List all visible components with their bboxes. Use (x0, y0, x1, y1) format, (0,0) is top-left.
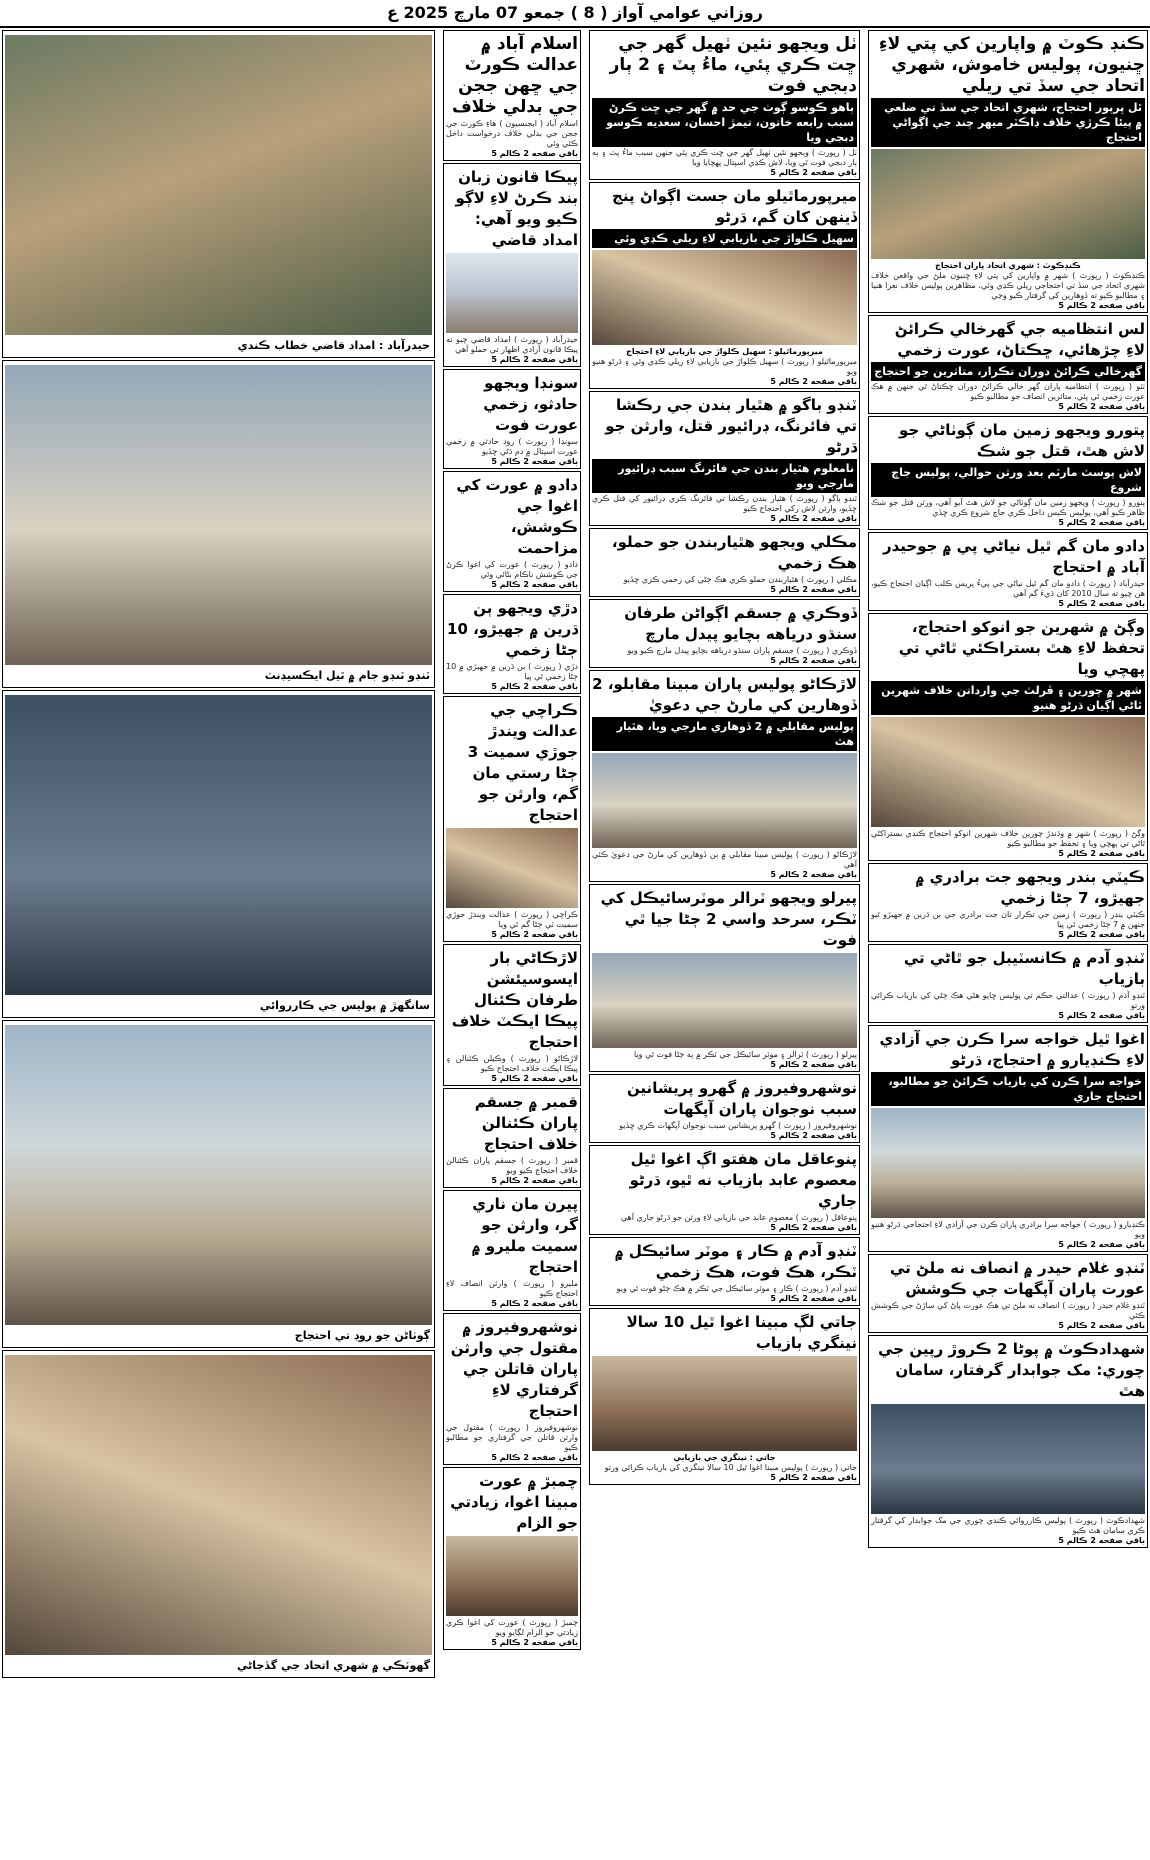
continued-note: باقي صفحه 2 ڪالم 5 (1058, 301, 1145, 310)
story-headline[interactable]: لاڙڪاڻو پوليس پاران مبينا مقابلو، 2 ڏوهارين کي مارڻ جي دعويٰ (592, 675, 857, 714)
side-photo-box (2, 360, 435, 688)
photo-caption: ڪنڊڪوٽ : شهري اتحاد پاران احتجاج (935, 261, 1081, 270)
story-photo[interactable] (592, 250, 857, 345)
story-body: پتورو ( رپورٽ ) ويجهو زمين مان ڳوٺاڻي جو لاش هٿ آيو آهي، ورثن قتل جو شڪ ظاهر ڪيو آهي، پوليس ڪيس داخل ڪري جاچ شروع ڪري ڇڏي (871, 498, 1145, 517)
news-story (589, 1237, 860, 1306)
story-body: دڙي ( رپورٽ ) ٻن ڌرين ۾ جهيڙي ۾ 10 ڄڻا زخمي ٿي پيا (446, 662, 578, 681)
story-headline[interactable]: لاڙڪاڻي بار ايسوسيئشن طرفان ڪئنال پيڪا ايڪٽ خلاف احتجاج (451, 949, 578, 1051)
story-headline[interactable]: مڪلي ويجهو هٿياربندن جو حملو، هڪ زخمي (611, 533, 857, 572)
continued-note: باقي صفحه 2 ڪالم 5 (770, 1223, 857, 1232)
story-headline[interactable]: اسلام آباد ۾ عدالت ڪورٽ جي ڇهن ججن جي بدلي خلاف (452, 34, 578, 117)
story-headline[interactable]: پنوعاقل مان هفتو اڳ اغوا ٿيل معصوم عابد بازياب نه ٿيو، ڌرڻو جاري (629, 1150, 857, 1210)
story-headline[interactable]: پيرن مان ناري گر، وارثن جو سميت مليرو ۾ احتجاج (471, 1195, 578, 1276)
continued-note: باقي صفحه 2 ڪالم 5 (1058, 849, 1145, 858)
news-story (443, 944, 581, 1086)
column-1 (866, 28, 1150, 1860)
column-3 (441, 28, 583, 1860)
news-story (443, 1467, 581, 1650)
side-photo[interactable] (5, 1025, 432, 1325)
story-body: ڪنڊڪوٽ ( رپورٽ ) شهر ۾ واپارين کي پتي لاءِ ڇنيون ملڻ جي واقعن خلاف شهري اتحاد جي سڏ تي احتجاجي ريلي ڪڍي وئي، مظاهرين پوليس خلاف نعرا هنيا ۽ مطالبو ڪيو ته ڏوهارين کي گرفتار ڪيو وڃي (871, 271, 1145, 300)
continued-note: باقي صفحه 2 ڪالم 5 (491, 580, 578, 589)
story-body: ٽنڊو آدم ( رپورٽ ) ڪار ۽ موٽر سائيڪل جي ٽڪر ۾ هڪ ڄڻو فوت ٿي ويو (616, 1284, 857, 1293)
story-headline[interactable]: پيرلو ويجهو ٽرالر موٽرسائيڪل کي ٽڪر، سرحد واسي 2 ڄڻا جيا ٿي فوت (600, 889, 857, 949)
side-caption: ڳوٺاڻن جو روڊ تي احتجاج (294, 1329, 430, 1342)
story-body: جاتي ( رپورٽ ) پوليس مبينا اغوا ٿيل 10 سالا نينگري کي بازياب ڪرائي ورتو (604, 1463, 857, 1472)
news-story (589, 599, 860, 668)
story-photo[interactable] (871, 717, 1145, 827)
story-headline[interactable]: ڪراچي جي عدالت ويندڙ جوڙي سميت 3 ڄڻا رستي مان گم، وارثن جو احتجاج (467, 701, 578, 824)
continued-note: باقي صفحه 2 ڪالم 5 (491, 457, 578, 466)
news-story (443, 1313, 581, 1465)
story-headline[interactable]: نوشهروفيروز ۾ مقتول جي وارثن پاران قاتلن جي گرفتاري لاءِ احتجاج (450, 1318, 578, 1420)
side-caption: ٽنڊو ٽنڊو جام ۾ ٿيل ايڪسيڊنٽ (264, 669, 430, 682)
news-story (443, 471, 581, 592)
story-body: سونڊا ( رپورٽ ) روڊ حادثي ۾ زخمي عورت اسپتال ۾ دم ڌڻي ڇڏيو (446, 437, 578, 456)
side-caption: حيدرآباد : امداد قاضي خطاب ڪندي (237, 339, 430, 352)
story-headline[interactable]: پتورو ويجهو زمين مان ڳوٺاڻي جو لاش هٿ، قتل جو شڪ (899, 421, 1145, 460)
story-subheadline: شهر ۾ چورين ۽ ڦرلٽ جي وارداتن خلاف شهرين ٿاڻي اڳيان ڌرڻو هنيو (871, 681, 1145, 715)
story-headline[interactable]: سونڊا ويجهو حادثو، زخمي عورت فوت (483, 374, 578, 434)
side-photo[interactable] (5, 35, 432, 335)
story-photo[interactable] (871, 149, 1145, 259)
news-story (443, 30, 581, 161)
news-story (868, 613, 1148, 861)
continued-note: باقي صفحه 2 ڪالم 5 (1058, 930, 1145, 939)
continued-note: باقي صفحه 2 ڪالم 5 (1058, 1536, 1145, 1545)
story-subheadline: گهرخالي ڪرائڻ دوران تڪرار، متاثرين جو احتجاج (871, 362, 1145, 381)
story-body: اسلام آباد ( ايجنسيون ) هاءِ ڪورٽ جي ججن جي بدلي خلاف درخواست داخل ڪئي وئي (446, 119, 578, 148)
story-body: وڳڻ ( رپورٽ ) شهر ۾ وڌندڙ چورين خلاف شهرين انوکو احتجاج ڪندي بستراکڻي ٿاڻي تي پهچي ويا ۽ تحفظ جو مطالبو ڪيو (871, 829, 1145, 848)
side-photo-box (2, 1350, 435, 1678)
continued-note: باقي صفحه 2 ڪالم 5 (491, 149, 578, 158)
side-photo[interactable] (5, 1355, 432, 1655)
story-headline[interactable]: ٽنڊو آدم ۾ ڪانسٽيبل جو ٿاڻي تي بازياب (903, 949, 1145, 988)
side-caption: گهوٽڪي ۾ شهري اتحاد جي گڏجاڻي (237, 1659, 430, 1672)
continued-note: باقي صفحه 2 ڪالم 5 (770, 1473, 857, 1482)
story-body: پنوعاقل ( رپورٽ ) معصوم عابد جي بازيابي لاءِ ورثن جو ڌرڻو جاري آهي (620, 1213, 857, 1222)
masthead: روزاني عوامي آواز ( 8 ) جمعو 07 مارچ 2025 ع (0, 0, 1150, 28)
continued-note: باقي صفحه 2 ڪالم 5 (770, 377, 857, 386)
story-subheadline: ٿل ڀرپور احتجاج، شهري اتحاد جي سڏ تي ضلعي ۾ پيئا ڪرڙي خلاف ڊاڪٽر ميهر چند جي اڳواڻي احتجاج (871, 98, 1145, 147)
story-body: حيدرآباد ( رپورٽ ) دادو مان گم ٿيل نياڻي جي پيءُ پريس ڪلب اڳيان احتجاج ڪيو، هن چيو ته سال 2010 کان ڌيءَ گم آهي (871, 579, 1145, 598)
continued-note: باقي صفحه 2 ڪالم 5 (770, 870, 857, 879)
continued-note: باقي صفحه 2 ڪالم 5 (491, 682, 578, 691)
story-headline[interactable]: ٽنڊو آدم ۾ ڪار ۽ موٽر سائيڪل ۾ ٽڪر، هڪ فوت، هڪ زخمي (614, 1242, 857, 1281)
news-story (589, 30, 860, 180)
story-headline[interactable]: ڏوڪري ۾ جسقم اڳواڻن طرفان سنڌو درياهه بچايو پيدل مارچ (624, 604, 857, 643)
story-body: لاڙڪاڻو ( رپورٽ ) پوليس مبينا مقابلي ۾ ٻن ڏوهارين کي مارڻ جي دعويٰ ڪئي آهي (592, 850, 857, 869)
continued-note: باقي صفحه 2 ڪالم 5 (1058, 402, 1145, 411)
story-body: ٺل ( رپورٽ ) ويجهو نئين ٺهيل گهر جي ڇت ڪري پئي جنهن سبب ماءُ پٽ ۽ ٻه ٻار دبجي فوت ٿي ويا، لاش ڪڍي اسپتال پهچايا ويا (592, 148, 857, 167)
side-photo[interactable] (5, 695, 432, 995)
photo-caption: ميرپورماٿيلو : سهيل ڪلواڙ جي بازيابي لاءِ احتجاج (626, 347, 823, 356)
news-story (443, 1190, 581, 1311)
continued-note: باقي صفحه 2 ڪالم 5 (491, 1074, 578, 1083)
continued-note: باقي صفحه 2 ڪالم 5 (491, 930, 578, 939)
story-body: مليرو ( رپورٽ ) وارثن انصاف لاءِ احتجاج ڪيو (446, 1279, 578, 1298)
story-headline[interactable]: ٺل ويجهو نئين ٺهيل گهر جي ڇت ڪري پئي، ماءُ پٽ ۽ 2 ٻار دبجي فوت (609, 34, 857, 96)
story-photo[interactable] (592, 1356, 857, 1451)
story-body: چمبڙ ( رپورٽ ) عورت کي اغوا ڪري زيادتي جو الزام لڳايو ويو (446, 1618, 578, 1637)
news-story (589, 884, 860, 1072)
side-caption: سانگهڙ ۾ پوليس جي ڪارروائي (259, 999, 430, 1012)
story-photo[interactable] (871, 1404, 1145, 1514)
news-story (868, 416, 1148, 530)
side-photo[interactable] (5, 365, 432, 665)
side-photo-box (2, 30, 435, 358)
story-body: قمبر ( رپورٽ ) جسقم پاران ڪئنالن خلاف احتجاج ڪيو ويو (446, 1156, 578, 1175)
story-subheadline: سهيل ڪلواڙ جي بازيابي لاءِ ريلي ڪڍي وئي (592, 229, 857, 248)
continued-note: باقي صفحه 2 ڪالم 5 (1058, 599, 1145, 608)
story-body: نوشهروفيروز ( رپورٽ ) مقتول جي وارثن قاتلن جي گرفتاري جو مطالبو ڪيو (446, 1423, 578, 1452)
news-story (443, 163, 581, 367)
news-story (868, 1025, 1148, 1252)
news-story (589, 182, 860, 389)
story-headline[interactable]: دادو ۾ عورت کي اغوا جي ڪوشش، مزاحمت (456, 476, 578, 557)
continued-note: باقي صفحه 2 ڪالم 5 (770, 1294, 857, 1303)
story-body: پيرلو ( رپورٽ ) ٽرالر ۽ موٽر سائيڪل جي ٽڪر ۾ ٻه ڄڻا فوت ٿي ويا (634, 1050, 857, 1059)
news-story (868, 30, 1148, 313)
story-headline[interactable]: چمبڙ ۾ عورت مبينا اغوا، زيادتي جو الزام (450, 1472, 578, 1532)
story-headline[interactable]: پيڪا قانون زبان بند ڪرڻ لاءِ لاڳو ڪيو ويو آهي: امداد قاضي (455, 168, 578, 249)
continued-note: باقي صفحه 2 ڪالم 5 (770, 168, 857, 177)
side-photo-box (2, 1020, 435, 1348)
continued-note: باقي صفحه 2 ڪالم 5 (770, 1131, 857, 1140)
story-body: ٺٽو ( رپورٽ ) انتظاميه پاران گهر خالي ڪرائڻ دوران ڇڪتاڻ ٿي جنهن ۾ هڪ عورت زخمي ٿي پئي، متاثرين انصاف جو مطالبو ڪيو (871, 382, 1145, 401)
continued-note: باقي صفحه 2 ڪالم 5 (491, 1299, 578, 1308)
news-story (443, 696, 581, 942)
continued-note: باقي صفحه 2 ڪالم 5 (1058, 1240, 1145, 1249)
news-story (868, 944, 1148, 1023)
continued-note: باقي صفحه 2 ڪالم 5 (491, 1176, 578, 1185)
story-photo[interactable] (446, 828, 578, 908)
story-photo[interactable] (446, 253, 578, 333)
story-body: ٽنڊو غلام حيدر ( رپورٽ ) انصاف نه ملڻ تي هڪ عورت پاڻ کي ساڙڻ جي ڪوشش ڪئي (871, 1301, 1145, 1320)
news-story (589, 1145, 860, 1235)
news-story (868, 1254, 1148, 1333)
news-story (868, 1335, 1148, 1548)
continued-note: باقي صفحه 2 ڪالم 5 (1058, 1011, 1145, 1020)
story-headline[interactable]: ڪنڊ ڪوٽ ۾ واپارين کي پتي لاءِ ڇنيون، پوليس خاموش، شهري اتحاد جي سڏ تي ريلي (878, 34, 1145, 96)
story-headline[interactable]: ٽنڊو غلام حيدر ۾ انصاف نه ملڻ تي عورت پاران آپگهات جي ڪوشش (889, 1259, 1145, 1298)
story-headline[interactable]: ميرپورماٿيلو مان جست اڳواڻ پنج ڏينهن کان گم، ڌرڻو (612, 187, 857, 226)
story-photo[interactable] (592, 953, 857, 1048)
side-photo-box (2, 690, 435, 1018)
story-headline[interactable]: قمبر ۾ جسقم پاران ڪئنالن خلاف احتجاج (474, 1093, 578, 1153)
story-body: ڪيٽي بندر ( رپورٽ ) زمين جي تڪرار تان جت برادري جي ٻن ڌرين ۾ جهيڙو ٿيو جنهن ۾ 7 ڄڻا زخمي ٿي پيا (871, 910, 1145, 929)
story-headline[interactable]: اغوا ٿيل خواجه سرا ڪرن جي آزادي لاءِ ڪنڊيارو ۾ احتجاج، ڌرڻو (879, 1030, 1145, 1069)
story-headline[interactable]: دادو مان گم ٿيل نياڻي پي ۾ جوحيدر آباد ۾ احتجاج (882, 537, 1145, 576)
continued-note: باقي صفحه 2 ڪالم 5 (1058, 518, 1145, 527)
story-body: ٽنڊو باگو ( رپورٽ ) هٿيار بندن رڪشا تي فائرنگ ڪري ڊرائيور کي قتل ڪري ڇڏيو، وارثن لاش رکي احتجاج ڪيو (592, 494, 857, 513)
continued-note: باقي صفحه 2 ڪالم 5 (770, 1060, 857, 1069)
story-subheadline: نامعلوم هٿيار بندن جي فائرنگ سبب ڊرائيور مارجي ويو (592, 459, 857, 493)
story-headline[interactable]: لس انتظاميه جي گهرخالي ڪرائڻ لاءِ چڙهائي، ڇڪتاڻ، عورت زخمي (894, 320, 1145, 359)
continued-note: باقي صفحه 2 ڪالم 5 (770, 514, 857, 523)
story-body: دادو ( رپورٽ ) عورت کي اغوا ڪرڻ جي ڪوشش ناڪام بڻائي وئي (446, 560, 578, 579)
story-subheadline: لاش پوسٽ مارٽم بعد ورثن حوالي، پوليس جاچ شروع (871, 463, 1145, 497)
story-body: ميرپورماٿيلو ( رپورٽ ) سهيل ڪلواڙ جي بازيابي لاءِ ريلي ڪڍي وئي ۽ ڌرڻو هنيو ويو (592, 357, 857, 376)
continued-note: باقي صفحه 2 ڪالم 5 (770, 656, 857, 665)
news-story (589, 528, 860, 597)
story-subheadline: خواجه سرا ڪرن کي بازياب ڪرائڻ جو مطالبو، احتجاج جاري (871, 1072, 1145, 1106)
news-story (443, 369, 581, 469)
continued-note: باقي صفحه 2 ڪالم 5 (491, 1638, 578, 1647)
story-body: ڪراچي ( رپورٽ ) عدالت ويندڙ جوڙي سميت ٽي ڄڻا گم ٿي ويا (446, 910, 578, 929)
story-photo[interactable] (592, 753, 857, 848)
story-headline[interactable]: ٽنڊو باگو ۾ هٿيار بندن جي رڪشا تي فائرنگ، ڊرائيور قتل، وارثن جو ڌرڻو (605, 396, 857, 456)
news-story (589, 1308, 860, 1485)
column-4 (0, 28, 437, 1860)
story-body: ٽنڊو آدم ( رپورٽ ) عدالتي حڪم تي پوليس ڇاپو هڻي هڪ ڄڻي کي بازياب ڪرائي ورتو (871, 991, 1145, 1010)
news-story (589, 391, 860, 526)
story-body: مڪلي ( رپورٽ ) هٿياربندن حملو ڪري هڪ ڄڻي کي زخمي ڪري ڇڏيو (623, 575, 857, 584)
story-body: نوشهروفيروز ( رپورٽ ) گهرو پريشانين سبب نوجوان آپگهات ڪري ڇڏيو (619, 1121, 857, 1130)
continued-note: باقي صفحه 2 ڪالم 5 (770, 585, 857, 594)
story-photo[interactable] (871, 1108, 1145, 1218)
story-headline[interactable]: نوشهروفيروز ۾ گهرو پريشانين سبب نوجوان پاران آپگهات (626, 1079, 857, 1118)
story-subheadline: پوليس مقابلي ۾ 2 ڏوهاري مارجي ويا، هٿيار هٿ (592, 717, 857, 751)
story-body: حيدرآباد ( رپورٽ ) امداد قاضي چيو ته پيڪا قانون آزادي اظهار تي حملو آهي (446, 335, 578, 354)
story-body: ڪنڊيارو ( رپورٽ ) خواجه سرا برادري پاران ڪرن جي آزادي لاءِ احتجاجي ڌرڻو هنيو ويو (871, 1220, 1145, 1239)
story-body: ڏوڪري ( رپورٽ ) جسقم پاران سنڌو درياهه بچايو پيدل مارچ ڪيو ويو (627, 646, 857, 655)
news-story (868, 532, 1148, 611)
story-headline[interactable]: دڙي ويجهو ٻن ڌرين ۾ جهيڙو، 10 ڄڻا زخمي (447, 599, 578, 659)
story-body: لاڙڪاڻو ( رپورٽ ) وڪيلن ڪئنالن ۽ پيڪا ايڪٽ خلاف احتجاج ڪيو (446, 1054, 578, 1073)
column-2 (587, 28, 862, 1860)
story-headline[interactable]: وڳڻ ۾ شهرين جو انوکو احتجاج، تحفظ لاءِ هٿ بستراڪئي ٿاڻي تي پهچي ويا (898, 618, 1145, 678)
story-headline[interactable]: جاتي لڳ مبينا اغوا ٿيل 10 سالا نينگري بازياب (626, 1313, 857, 1352)
news-story (589, 670, 860, 882)
news-story (443, 594, 581, 694)
story-body: شهدادڪوٽ ( رپورٽ ) پوليس ڪارروائي ڪندي چوري جي مک جوابدار کي گرفتار ڪري سامان هٿ ڪيو (871, 1516, 1145, 1535)
news-story (868, 315, 1148, 414)
story-headline[interactable]: شهدادڪوٽ ۾ پوڻا 2 ڪروڙ رپين جي چوري: مک جوابدار گرفتار، سامان هٿ (878, 1340, 1145, 1400)
news-story (868, 863, 1148, 942)
continued-note: باقي صفحه 2 ڪالم 5 (1058, 1321, 1145, 1330)
news-story (589, 1074, 860, 1143)
continued-note: باقي صفحه 2 ڪالم 5 (491, 355, 578, 364)
photo-caption: جاتي : نينگري جي بازيابي (673, 1453, 776, 1462)
story-subheadline: ٻاهو ڪوسو ڳوٺ جي حد ۾ گهر جي ڇت ڪرڻ سبب رابعه خاتون، تيمڙ احسان، سعديه ڪوسو دبجي ويا (592, 98, 857, 147)
news-story (443, 1088, 581, 1188)
continued-note: باقي صفحه 2 ڪالم 5 (491, 1453, 578, 1462)
story-photo[interactable] (446, 1536, 578, 1616)
story-headline[interactable]: ڪيٽي بندر ويجهو جت برادري ۾ جهيڙو، 7 ڄڻا زخمي (915, 868, 1145, 907)
